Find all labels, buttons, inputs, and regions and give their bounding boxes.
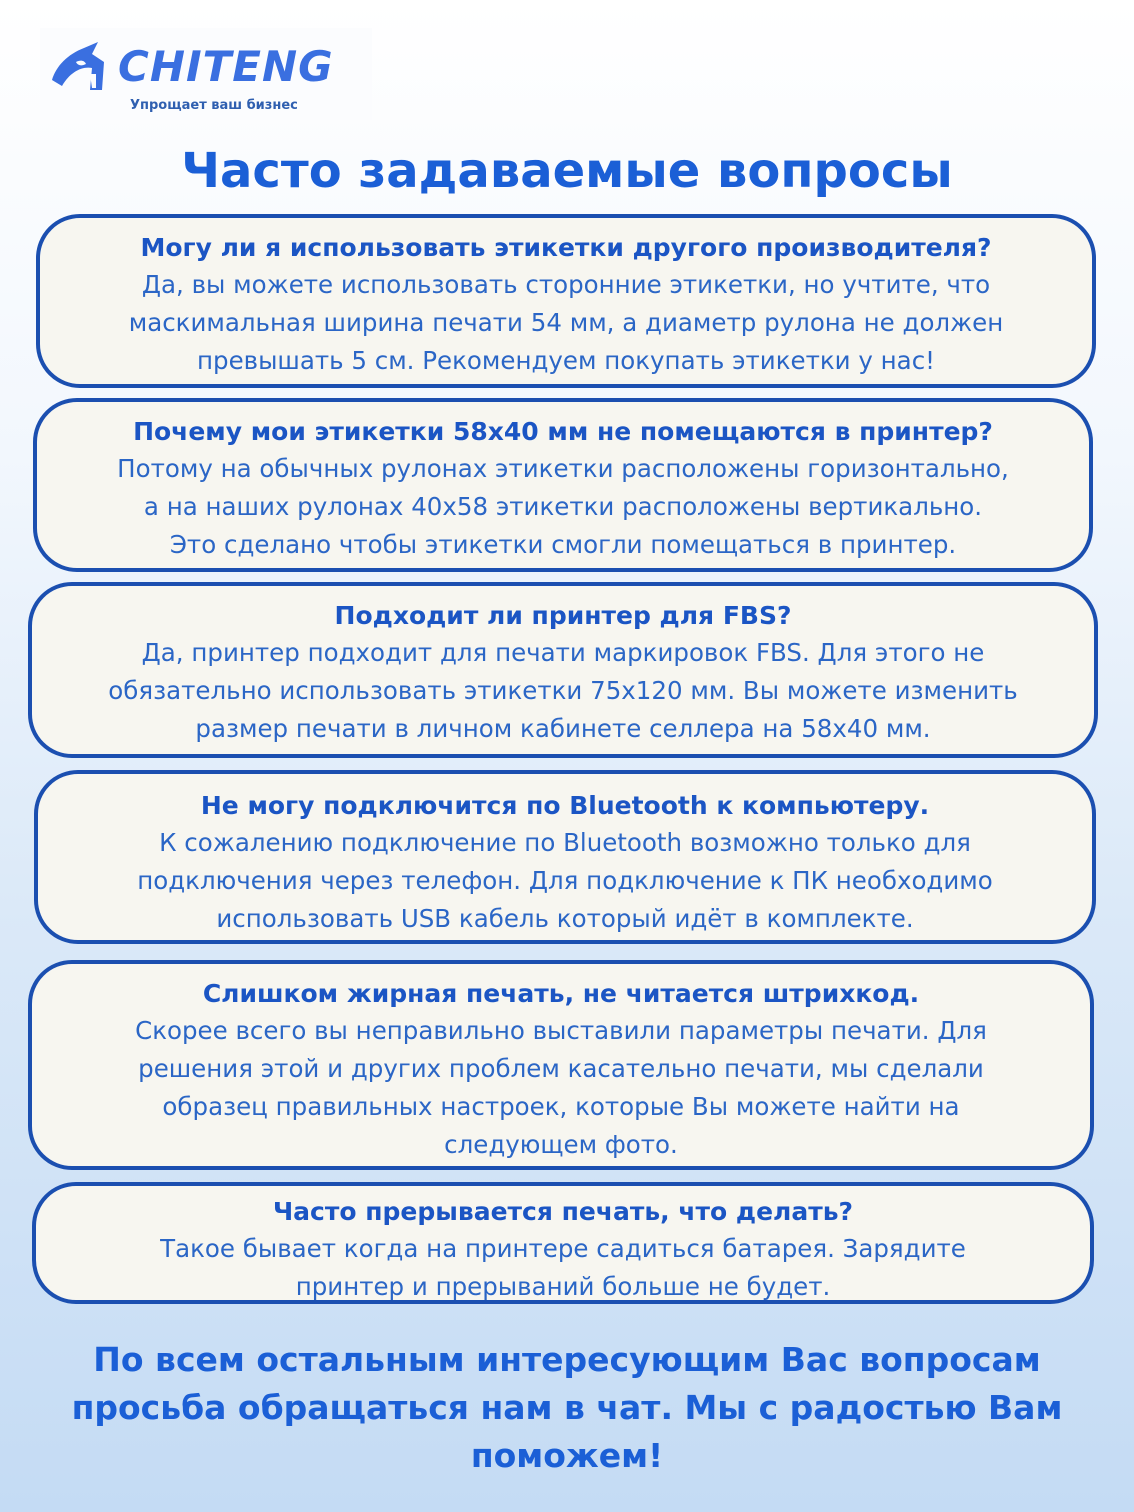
faq-card — [36, 214, 1096, 388]
horse-head-icon — [46, 40, 108, 96]
brand-name: CHITENG — [118, 42, 334, 91]
faq-question: Слишком жирная печать, не читается штрихкод. — [202, 979, 920, 1008]
faq-question: Не могу подключится по Bluetooth к компьютеру. — [200, 791, 930, 820]
faq-answer: Потому на обычных рулонах этикетки расположены горизонтально, а на наших рулонах 40х58 этикетки расположены вертикально. Это сделано чтобы этикетки смогли помещаться в принтер. — [117, 454, 1009, 559]
faq-question: Могу ли я использовать этикетки другого производителя? — [140, 233, 992, 262]
brand-tagline: Упрощает ваш бизнес — [130, 98, 298, 113]
faq-card — [34, 770, 1096, 944]
footer-contact-note: По всем остальным интересующим Вас вопросам просьба обращаться нам в чат. Мы с радостью Вам поможем! — [71, 1340, 1063, 1475]
faq-answer: Скорее всего вы неправильно выставили параметры печати. Для решения этой и других проблем касательно печати, мы сделали образец правильных настроек, которые Вы можете найти на следующем фото. — [135, 1016, 987, 1159]
faq-answer: Да, вы можете использовать сторонние этикетки, но учтите, что маскимальная ширина печати 54 мм, а диаметр рулона не должен превышать 5 см. Рекомендуем покупать этикетки у нас! — [128, 270, 1004, 375]
faq-answer: К сожалению подключение по Bluetooth возможно только для подключения через телефон. Для подключение к ПК необходимо использовать USB кабель который идёт в комплекте. — [137, 828, 993, 933]
faq-question: Подходит ли принтер для FBS? — [334, 601, 792, 630]
faq-answer: Да, принтер подходит для печати маркировок FBS. Для этого не обязательно использовать этикетки 75х120 мм. Вы можете изменить размер печати в личном кабинете селлера на 58х40 мм. — [108, 638, 1018, 743]
page-title: Часто задаваемые вопросы — [181, 143, 953, 199]
faq-card — [32, 1182, 1094, 1304]
faq-card — [28, 582, 1098, 758]
faq-question: Почему мои этикетки 58х40 мм не помещаются в принтер? — [133, 417, 993, 446]
brand-logo — [40, 28, 372, 120]
faq-card — [33, 398, 1093, 572]
faq-answer: Такое бывает когда на принтере садиться батарея. Зарядите принтер и прерываний больше не будет. — [160, 1234, 966, 1301]
faq-question: Часто прерывается печать, что делать? — [272, 1197, 854, 1226]
faq-card — [28, 960, 1094, 1170]
